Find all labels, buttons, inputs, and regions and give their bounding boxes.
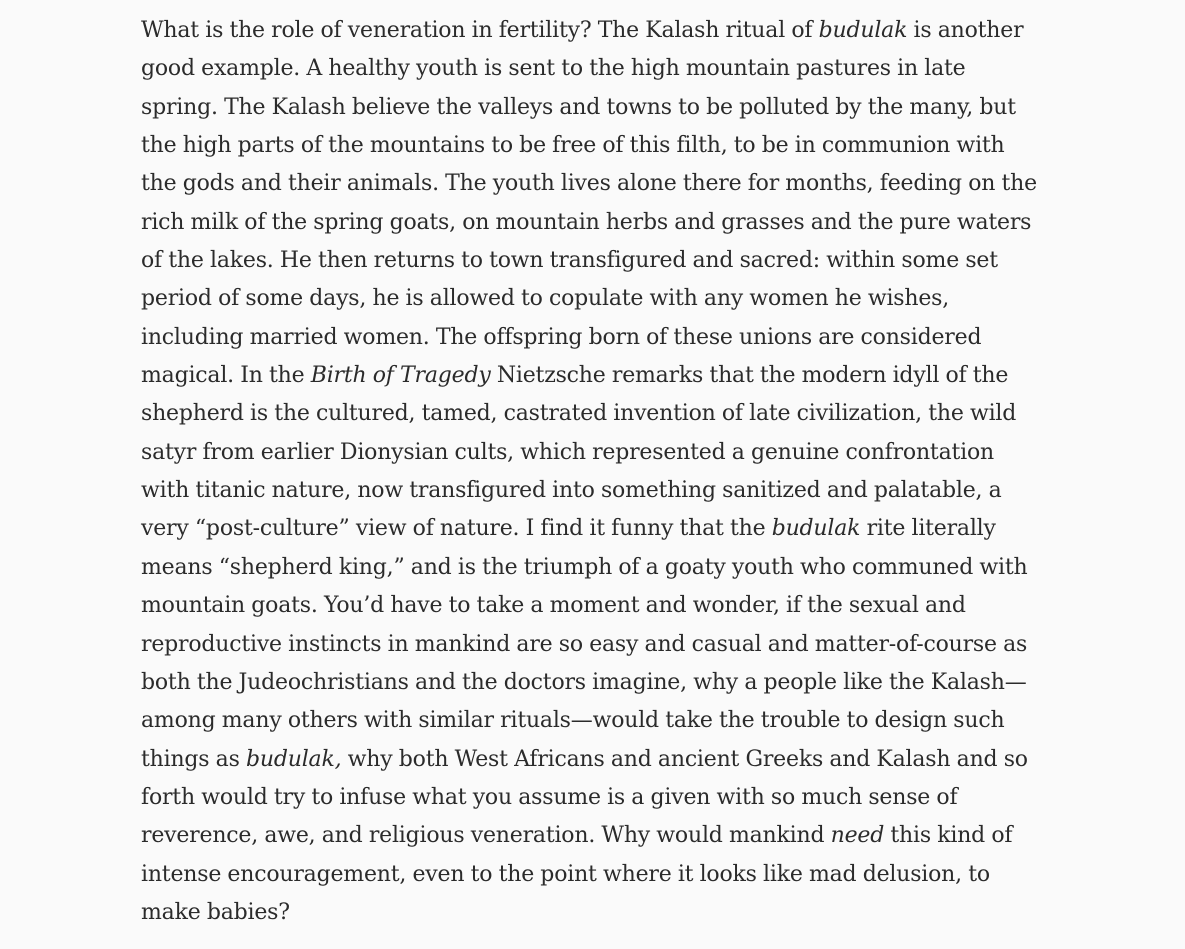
italic-text-run: Birth of Tragedy — [310, 363, 491, 389]
text-run: spring. The Kalash believe the valleys and towns to be polluted by the many, but — [141, 94, 1016, 120]
paragraph-line — [141, 127, 1021, 165]
paragraph-line — [141, 587, 1021, 625]
paragraph-line — [141, 741, 1028, 779]
text-run: means “shepherd king,” and is the triumph of a goaty youth who communed with — [141, 554, 1028, 580]
italic-text-run: budulak — [818, 18, 908, 43]
text-run: why both West Africans and ancient Greeks and Kalash and so — [341, 746, 1028, 772]
italic-text-run: budulak, — [245, 746, 342, 772]
text-run: satyr from earlier Dionysian cults, which represented a genuine confrontation — [141, 439, 994, 465]
paragraph-line — [141, 894, 1021, 932]
text-run: things as — [141, 746, 246, 772]
paragraph-line — [141, 856, 1021, 894]
text-run: the gods and their animals. The youth lives alone there for months, feeding on the — [141, 171, 1037, 197]
text-run: shepherd is the cultured, tamed, castrated invention of late civilization, the wild — [141, 401, 1017, 427]
paragraph-line — [141, 89, 1021, 127]
paragraph-line — [141, 242, 1021, 280]
paragraph-line — [141, 319, 1021, 357]
text-run: reverence, awe, and religious veneration. Why would mankind — [141, 823, 831, 849]
text-run: reproductive instincts in mankind are so easy and casual and matter-of-course as — [141, 631, 1028, 657]
text-run: this kind of — [884, 823, 1013, 849]
paragraph-line — [141, 12, 1024, 50]
text-run: intense encouragement, even to the point where it looks like mad delusion, to — [141, 861, 990, 887]
text-run: What is the role of veneration in fertility? The Kalash ritual of — [141, 18, 819, 43]
paragraph-line — [141, 165, 1037, 203]
paragraph-line — [141, 204, 1032, 242]
paragraph-line — [141, 472, 1021, 510]
paragraph-line — [141, 357, 1021, 395]
text-run: forth would try to infuse what you assume is a given with so much sense of — [141, 784, 958, 810]
paragraph-line — [141, 702, 1021, 740]
text-run: rich milk of the spring goats, on mountain herbs and grasses and the pure waters — [141, 209, 1032, 235]
text-run: Nietzsche remarks that the modern idyll of the — [490, 363, 1009, 389]
italic-text-run: need — [830, 823, 885, 849]
paragraph-line — [141, 434, 1021, 472]
text-run: is another — [907, 18, 1024, 43]
text-run: make babies? — [141, 899, 290, 925]
paragraph-line — [141, 549, 1028, 587]
paragraph-line — [141, 817, 1021, 855]
paragraph-line — [141, 280, 1021, 318]
text-run: both the Judeochristians and the doctors imagine, why a people like the Kalash— — [141, 669, 1027, 695]
text-run: of the lakes. He then returns to town transfigured and sacred: within some set — [141, 248, 998, 274]
paragraph-line — [141, 779, 1021, 817]
paragraph-line — [141, 510, 1021, 548]
text-run: among many others with similar rituals—would take the trouble to design such — [141, 708, 1005, 734]
text-run: rite literally — [860, 516, 996, 542]
text-run: magical. In the — [141, 363, 311, 389]
text-run: the high parts of the mountains to be free of this filth, to be in communion with — [141, 133, 1005, 159]
text-run: good example. A healthy youth is sent to the high mountain pastures in late — [141, 56, 966, 82]
paragraph-line — [141, 395, 1021, 433]
text-run: period of some days, he is allowed to copulate with any women he wishes, — [141, 286, 950, 312]
text-run: very “post-culture” view of nature. I find it funny that the — [141, 516, 772, 542]
italic-text-run: budulak — [771, 516, 861, 542]
text-run: including married women. The offspring born of these unions are considered — [141, 324, 982, 350]
paragraph-line — [141, 664, 1027, 702]
paragraph-line — [141, 626, 1028, 664]
text-run: with titanic nature, now transfigured into something sanitized and palatable, a — [141, 478, 1002, 504]
text-run: mountain goats. You’d have to take a moment and wonder, if the sexual and — [141, 593, 966, 619]
article-paragraph — [141, 12, 1037, 932]
paragraph-line — [141, 50, 1021, 88]
